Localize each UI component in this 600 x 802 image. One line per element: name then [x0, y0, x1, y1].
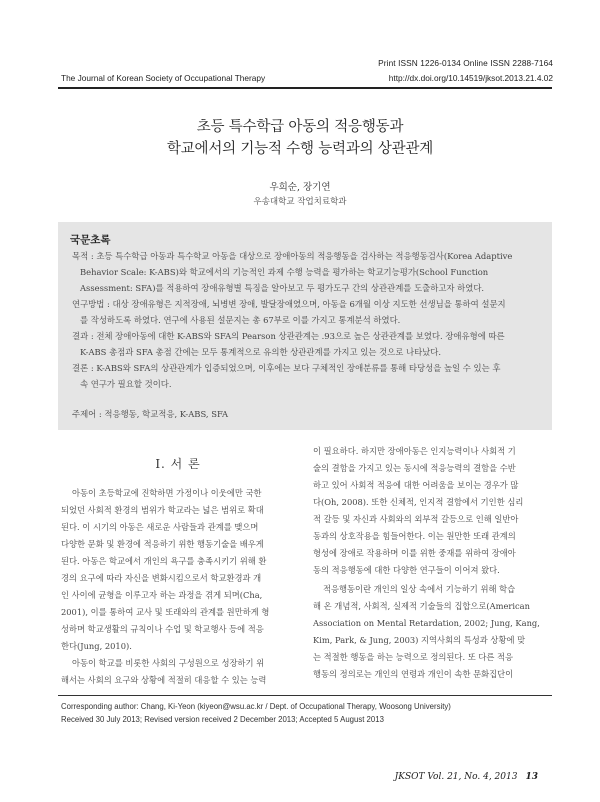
abstract-line: 속 연구가 필요할 것이다. [80, 379, 172, 389]
footnote-rule [58, 695, 552, 696]
abstract-heading: 국문초록 [70, 234, 111, 246]
keywords: 주제어 : 적응행동, 학교적응, K-ABS, SFA [72, 409, 229, 419]
body-line: 인 사이에 균형을 이루고자 하는 과정을 겪게 되며(Cha, [61, 590, 263, 600]
journal-issue: JKSOT Vol. 21, No. 4, 2013 [394, 772, 518, 782]
abstract-line: 결과 : 전체 장애아동에 대한 K-ABS와 SFA의 Pearson 상관관계는 .93으로 높은 상관관계를 보였다. 장애유형에 따른 [72, 331, 505, 341]
page-footer [395, 772, 538, 782]
authors: 우희순, 장기연 [269, 182, 331, 193]
body-line: Association on Mental Retardation, 2002; Jung, Kang, [313, 618, 540, 628]
body-line: 동의 적응행동에 대한 다양한 연구들이 이어져 왔다. [313, 565, 500, 575]
doi-link[interactable]: http://dx.doi.org/10.14519/jksot.2013.21.4.02 [388, 73, 553, 83]
page-number: 13 [525, 772, 538, 782]
title-line-2: 학교에서의 기능적 수행 능력과의 상관관계 [166, 141, 434, 157]
abstract-line: 결론 : K-ABS와 SFA의 상관관계가 입증되었으며, 이후에는 보다 구체적인 장애분류를 통해 타당성을 높일 수 있는 후 [72, 363, 501, 373]
body-line: 2001), 이를 통하여 교사 및 또래와의 관계를 원만하게 형 [61, 607, 270, 617]
journal-name: The Journal of Korean Society of Occupational Therapy [61, 73, 266, 83]
body-line: 아동이 학교를 비롯한 사회의 구성원으로 성장하기 위 [72, 658, 265, 668]
body-line: 동과의 상호작용을 힘들어한다. 이는 원만한 또래 관계의 [313, 531, 516, 541]
issn-line: Print ISSN 1226-0134 Online ISSN 2288-7164 [378, 58, 553, 68]
title-line-1: 초등 특수학급 아동의 적응행동과 [196, 119, 404, 135]
corresponding-author: Corresponding author: Chang, Ki-Yeon (kiyeon@wsu.ac.kr / Dept. of Occupational Therapy, Woosong University) [61, 702, 451, 711]
body-line: 다(Oh, 2008). 또한 신체적, 인지적 결함에서 기인한 심리 [313, 497, 524, 507]
body-line: 아동이 초등학교에 진학하면 가정이나 이웃에만 국한 [72, 488, 262, 498]
body-line: 행동의 정의로는 개인의 연령과 개인이 속한 문화집단이 [313, 669, 514, 679]
abstract-line: 목적 : 초등 특수학급 아동과 특수학교 아동을 대상으로 장애아동의 적응행동을 검사하는 적응행동검사(Korea Adaptive [72, 251, 513, 261]
body-line: 해서는 사회의 요구와 상황에 적절히 대응할 수 있는 능력 [61, 675, 267, 685]
body-line: 적응행동이란 개인의 일상 속에서 기능하기 위해 학습 [323, 584, 516, 594]
body-line: 다양한 문화 및 환경에 적응하기 위한 행동기술을 배우게 [61, 539, 264, 549]
body-line: 술의 결함을 가지고 있는 동시에 적응능력의 결함을 수반 [313, 463, 516, 473]
body-line: 성하며 학교생활의 규칙이나 수업 및 학교행사 등에 적응 [61, 624, 264, 634]
body-line: 는 적절한 행동을 하는 능력으로 정의된다. 또 다른 적응 [313, 652, 514, 662]
body-line: 경의 요구에 따라 자신을 변화시킴으로서 학교환경과 개 [61, 573, 262, 583]
header-rule [58, 87, 552, 89]
abstract-line: Behavior Scale: K-ABS)와 학교에서의 기능적인 과제 수행 능력을 평가하는 학교기능평가(School Function [80, 267, 489, 277]
abstract-line: 를 작성하도록 하였다. 연구에 사용된 설문지는 총 67부로 이를 가지고 통계분석 하였다. [80, 315, 401, 325]
body-line: 하고 있어 사회적 적응에 대한 어려움을 보이는 경우가 많 [313, 480, 519, 490]
abstract-line: K-ABS 총점과 SFA 총점 간에는 모두 통계적으로 유의한 상관관계를 가지고 있는 것으로 나타났다. [80, 347, 442, 357]
body-line: 한다(Jung, 2010). [61, 641, 132, 651]
body-line: 이 필요하다. 하지만 장애아동은 인지능력이나 사회적 기 [313, 446, 516, 456]
body-line: 적 갈등 및 자신과 사회와의 외부적 갈등으로 인해 일반아 [313, 514, 519, 524]
abstract-line: Assessment: SFA)를 적용하여 장애유형별 특징을 알아보고 두 평가도구 간의 상관관계를 도출하고자 하였다. [80, 283, 485, 293]
section-heading: Ⅰ. 서 론 [155, 457, 201, 471]
body-line: 되었던 사회적 환경의 범위가 학교라는 넓은 범위로 확대 [61, 505, 264, 515]
affiliation: 우송대학교 작업치료학과 [253, 197, 347, 207]
body-line: 형성에 장애로 작용하며 이를 위한 중재를 위하여 장애아 [313, 548, 516, 558]
abstract-line: 연구방법 : 대상 장애유형은 지적장애, 뇌병변 장애, 발달장애였으며, 아동을 6개월 이상 지도한 선생님을 통하여 설문지 [72, 299, 506, 309]
body-line: Kim, Park, & Jung, 2003) 지역사회의 특성과 상황에 맞 [313, 635, 526, 645]
body-line: 된다. 이 시기의 아동은 새로운 사람들과 관계를 맺으며 [61, 522, 259, 532]
received-dates: Received 30 July 2013; Revised version received 2 December 2013; Accepted 5 August 2013 [61, 715, 384, 724]
body-line: 된다. 아동은 학교에서 개인의 욕구를 충족시키기 위해 환 [61, 556, 267, 566]
body-line: 해 온 개념적, 사회적, 실제적 기술들의 집합으로(American [313, 601, 530, 611]
